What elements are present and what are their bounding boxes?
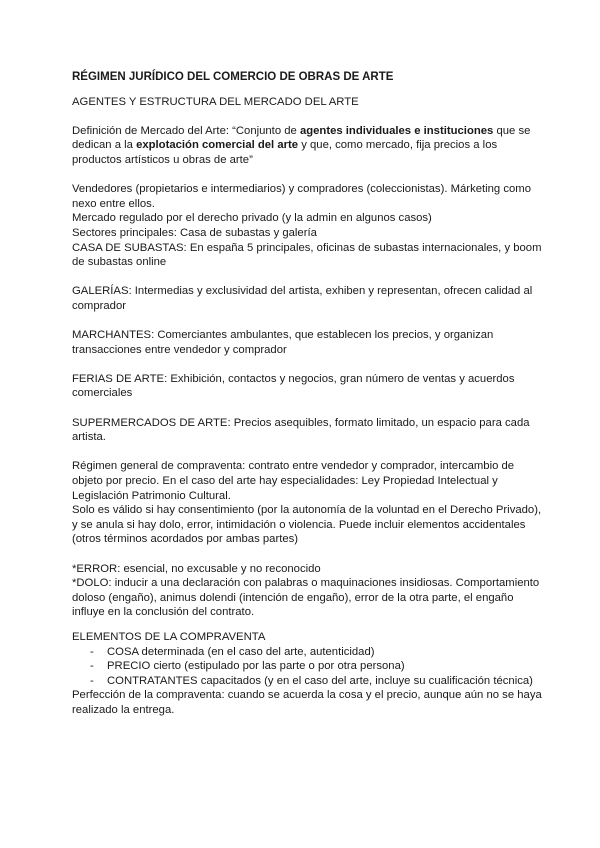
document-page <box>72 70 542 718</box>
dolo-paragraph: *DOLO: inducir a una declaración con palabras o maquinaciones insidiosas. Comportamiento doloso (engaño), animus dolendi (intención de engaño), error de la otra parte, el engaño influye en la conclusión del contrato. <box>72 577 540 619</box>
document-title: RÉGIMEN JURÍDICO DEL COMERCIO DE OBRAS DE ARTE <box>72 71 394 83</box>
elements-heading: ELEMENTOS DE LA COMPRAVENTA <box>72 630 266 643</box>
definition-bold-2: explotación comercial del arte <box>136 139 299 152</box>
regimen-paragraph: Régimen general de compraventa: contrato entre vendedor y comprador, intercambio de objeto por precio. En el caso del arte hay especialidades: Ley Propiedad Intelectual y Legislación Patrimonio Cultural. <box>72 460 515 502</box>
ferias-paragraph: FERIAS DE ARTE: Exhibición, contactos y negocios, gran número de ventas y acuerdos comerciales <box>72 372 515 400</box>
list-item-contratantes: - CONTRATANTES capacitados (y en el caso del arte, incluye su cualificación técnica) <box>72 674 542 689</box>
supermercados-paragraph: SUPERMERCADOS DE ARTE: Precios asequibles, formato limitado, un espacio para cada artista. <box>72 416 530 444</box>
section-heading-agentes: AGENTES Y ESTRUCTURA DEL MERCADO DEL ARTE <box>72 95 359 108</box>
definition-text-2: que se dedican a la <box>72 124 531 152</box>
list-item-cosa: - COSA determinada (en el caso del arte, autenticidad) <box>72 645 542 660</box>
market-line-sectores: Sectores principales: Casa de subastas y galería <box>72 226 317 239</box>
definition-paragraph <box>72 124 542 168</box>
list-item-precio: - PRECIO cierto (estipulado por las parte o por otra persona) <box>72 659 542 674</box>
perfeccion-paragraph: Perfección de la compraventa: cuando se acuerda la cosa y el precio, aunque aún no se haya realizado la entrega. <box>72 689 542 716</box>
marchantes-paragraph: MARCHANTES: Comerciantes ambulantes, que establecen los precios, y organizan transacciones entre vendedor y comprador <box>72 329 494 356</box>
market-line-subastas: CASA DE SUBASTAS: En españa 5 principales, oficinas de subastas internacionales, y boom de subastas online <box>72 241 542 269</box>
error-paragraph: *ERROR: esencial, no excusable y no reconocido <box>72 562 321 575</box>
definition-bold-1: agentes individuales e instituciones <box>299 124 494 137</box>
market-line-vendedores: Vendedores (propietarios e intermediarios) y compradores (coleccionistas). Márketing como nexo entre ellos. <box>72 183 531 210</box>
elements-list <box>72 645 542 689</box>
definition-text-3: y que, como mercado, fija precios a los productos artísticos u obras de arte” <box>72 139 498 166</box>
galerias-paragraph: GALERÍAS: Intermedias y exclusividad del artista, exhiben y representan, ofrecen calidad al comprador <box>72 285 533 312</box>
consentimiento-paragraph: Solo es válido si hay consentimiento (por la autonomía de la voluntad en el Derecho Privado), y se anula si hay dolo, error, intimidación o violencia. Puede incluir elementos accidentales (otros términos acordados por ambas partes) <box>72 504 542 546</box>
definition-text-1: Definición de Mercado del Arte: “Conjunto de <box>72 124 300 137</box>
market-line-regulado: Mercado regulado por el derecho privado (y la admin en algunos casos) <box>72 212 432 225</box>
